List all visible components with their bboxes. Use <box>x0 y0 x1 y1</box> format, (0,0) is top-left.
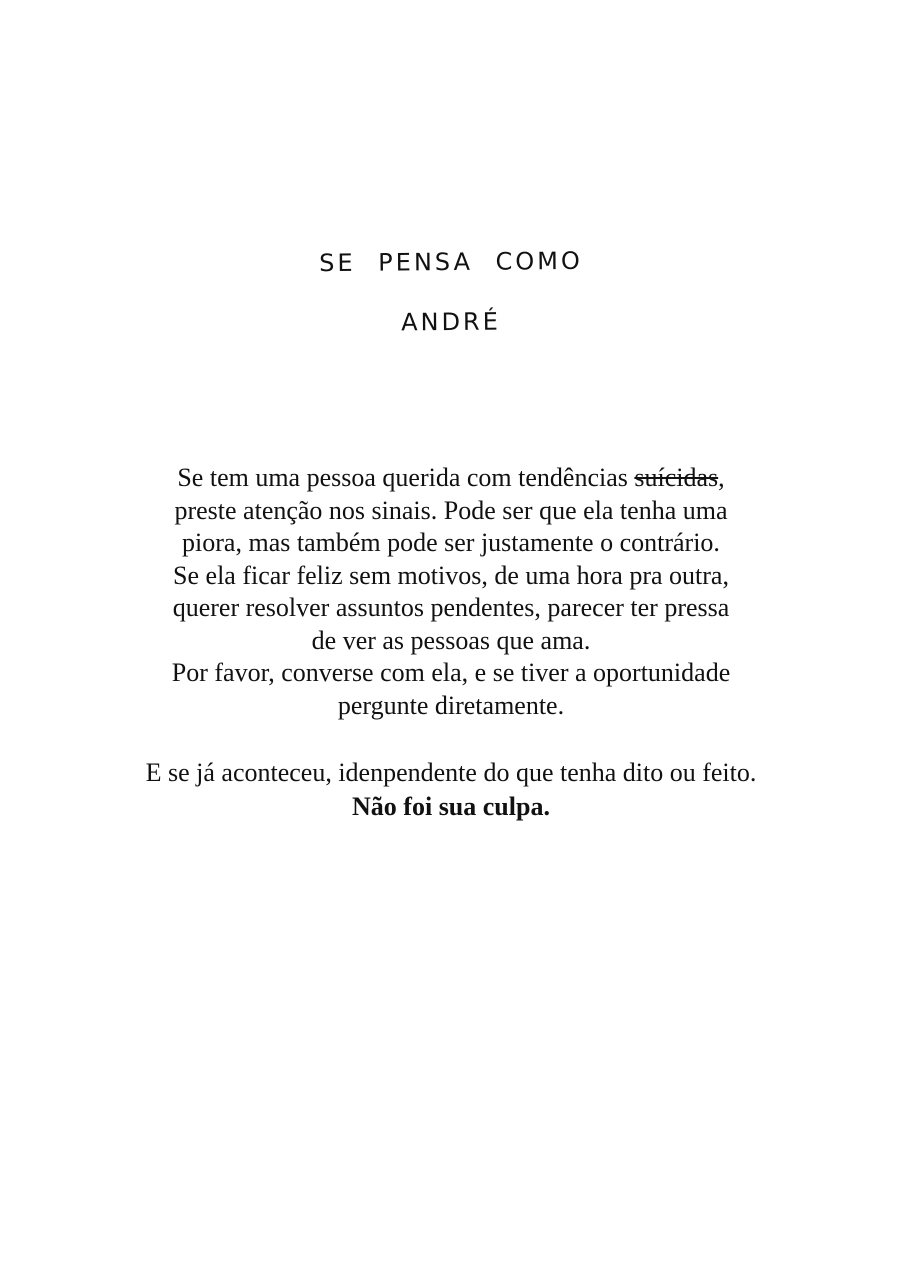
message-line-5: querer resolver assuntos pendentes, parecer ter pressa <box>172 593 730 622</box>
message-line-1-comma: , <box>718 463 725 492</box>
closing-paragraph <box>0 756 902 824</box>
message-paragraph <box>0 462 902 722</box>
closing-line-2: Não foi sua culpa. <box>352 792 550 821</box>
message-line-6: de ver as pessoas que ama. <box>311 625 591 655</box>
page-title-line-1: SE PENSA COMO <box>319 246 583 278</box>
page-title-line-2: ANDRÉ <box>401 307 501 337</box>
message-line-1-text: Se tem uma pessoa querida com tendências <box>177 463 635 492</box>
message-line-1 <box>0 462 902 495</box>
closing-line-1: E se já aconteceu, idenpendente do que tenha dito ou feito. <box>145 758 757 787</box>
message-line-2: preste atenção nos sinais. Pode ser que ela tenha uma <box>174 495 728 525</box>
message-line-3: piora, mas também pode ser justamente o contrário. <box>182 528 720 557</box>
struck-word: suícidas <box>634 463 719 492</box>
message-line-4: Se ela ficar feliz sem motivos, de uma hora pra outra, <box>173 560 729 590</box>
message-line-8: pergunte diretamente. <box>337 690 565 720</box>
message-line-7: Por favor, converse com ela, e se tiver a oportunidade <box>171 658 731 687</box>
